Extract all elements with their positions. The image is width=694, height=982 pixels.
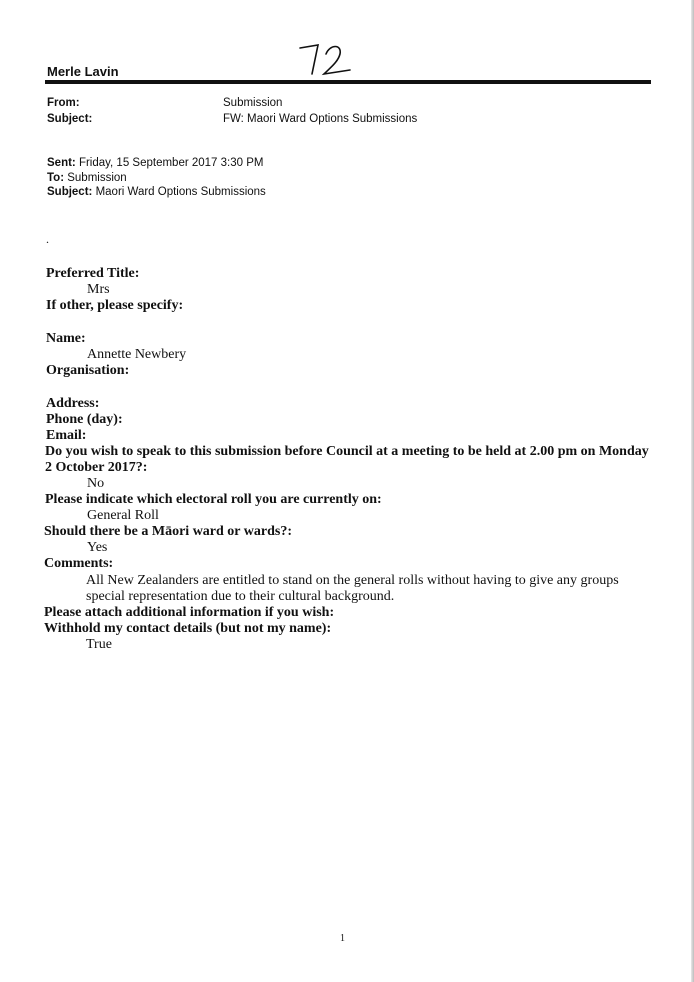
fwd-subject-value: Maori Ward Options Submissions	[92, 186, 266, 198]
page-number: 1	[340, 933, 345, 944]
ward-value: Yes	[87, 540, 108, 555]
comments-label: Comments:	[44, 556, 114, 571]
email-label: Email:	[46, 428, 87, 443]
roll-label: Please indicate which electoral roll you are currently on:	[45, 492, 382, 507]
roll-value: General Roll	[87, 508, 159, 523]
fwd-subject-line	[47, 186, 266, 198]
if-other-label: If other, please specify:	[46, 298, 184, 313]
stray-dot: .	[46, 232, 49, 246]
to-value: Submission	[64, 172, 127, 184]
phone-label: Phone (day):	[46, 412, 123, 427]
ward-label: Should there be a Māori ward or wards?:	[44, 524, 292, 539]
name-value: Annette Newbery	[87, 347, 187, 362]
withhold-label: Withhold my contact details (but not my name):	[44, 621, 332, 636]
sent-line	[47, 157, 263, 169]
comments-line1: All New Zealanders are entitled to stand on the general rolls without having to give any groups	[86, 573, 619, 588]
name-label: Name:	[46, 331, 86, 346]
speak-question-line2: 2 October 2017?:	[45, 460, 148, 475]
handwritten-number	[296, 40, 366, 80]
fwd-subject-label: Subject:	[47, 186, 93, 198]
subject-value: FW: Maori Ward Options Submissions	[223, 113, 418, 125]
sent-label: Sent:	[47, 157, 76, 169]
subject-label: Subject:	[47, 113, 93, 125]
organisation-label: Organisation:	[46, 363, 130, 378]
from-value: Submission	[223, 97, 283, 109]
comments-line2: special representation due to their cultural background.	[86, 589, 395, 604]
preferred-title-label: Preferred Title:	[46, 266, 140, 281]
attach-label: Please attach additional information if you wish:	[44, 605, 335, 620]
header-rule	[45, 80, 651, 84]
speak-answer: No	[87, 476, 105, 491]
address-label: Address:	[46, 396, 100, 411]
withhold-value: True	[86, 637, 112, 652]
speak-question-line1: Do you wish to speak to this submission before Council at a meeting to be held at 2.00 pm on Monday	[45, 444, 649, 459]
to-label: To:	[47, 172, 65, 184]
sender-name: Merle Lavin	[47, 64, 119, 79]
from-label: From:	[47, 97, 80, 109]
preferred-title-value: Mrs	[87, 282, 110, 297]
sent-value: Friday, 15 September 2017 3:30 PM	[75, 157, 264, 169]
to-line	[47, 172, 127, 184]
